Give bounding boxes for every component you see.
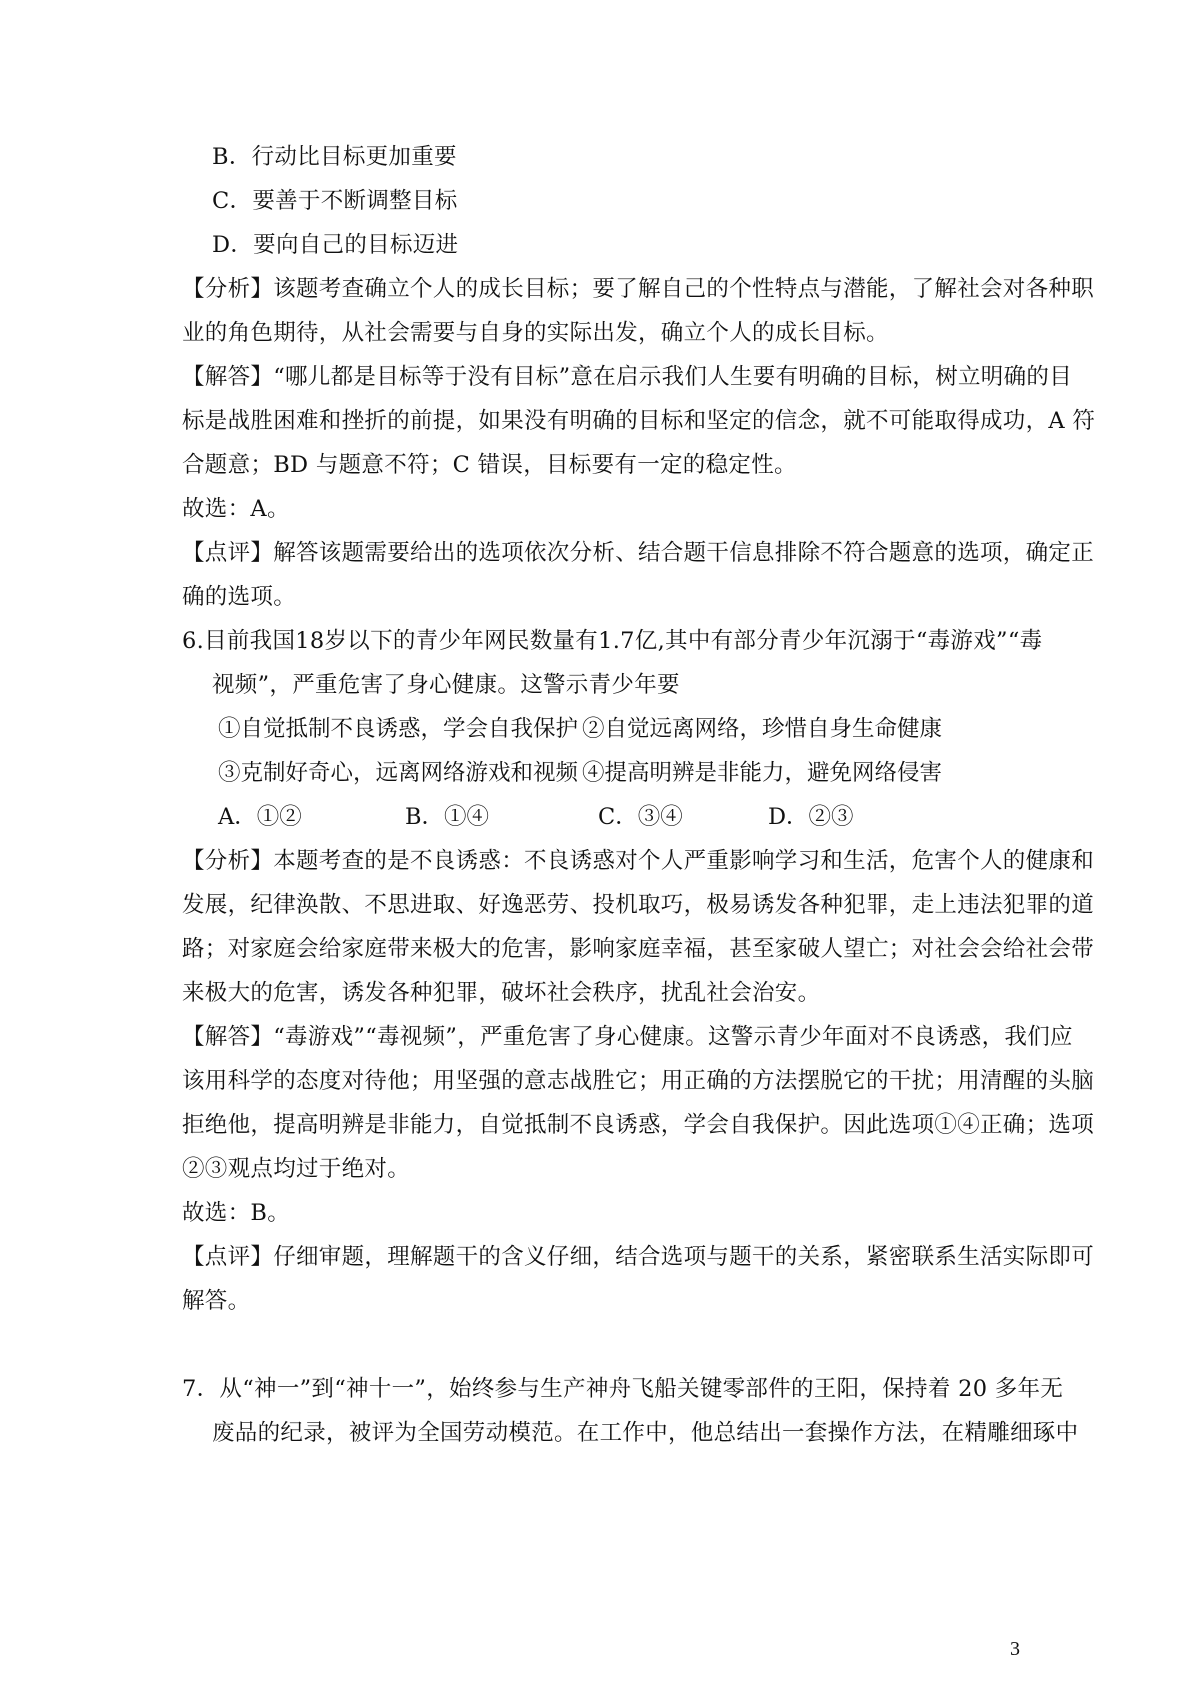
q6-analysis-line: 【分析】本题考查的是不良诱惑：不良诱惑对个人严重影响学习和生活，危害个人的健康和 [182,848,1095,874]
q5-option-d: D．要向自己的目标迈进 [212,232,459,258]
q6-answer-line: 【解答】“毒游戏”“毒视频”，严重危害了身心健康。这警示青少年面对不良诱惑，我们应 [182,1024,1073,1050]
q5-choice: 故选：A。 [182,496,290,522]
q5-option-b: B．行动比目标更加重要 [212,144,457,170]
q5-comment-line: 【点评】解答该题需要给出的选项依次分析、结合题干信息排除不符合题意的选项，确定正 [182,540,1095,566]
q7-stem-line: 废品的纪录，被评为全国劳动模范。在工作中，他总结出一套操作方法，在精雕细琢中 [212,1420,1079,1446]
q6-option-d: D．②③ [768,804,854,830]
q5-analysis-line: 业的角色期待，从社会需要与自身的实际出发，确立个人的成长目标。 [182,320,889,346]
q5-comment-line: 确的选项。 [182,584,297,610]
q6-item-4: ④提高明辨是非能力，避免网络侵害 [582,760,943,786]
q6-item-3: ③克制好奇心，远离网络游戏和视频 [218,760,579,786]
q5-analysis-line: 【分析】该题考查确立个人的成长目标；要了解自己的个性特点与潜能，了解社会对各种职 [182,276,1095,302]
page-number: 3 [1010,1638,1020,1660]
q6-option-a: A．①② [218,804,302,830]
q6-answer-line: 该用科学的态度对待他；用坚强的意志战胜它；用正确的方法摆脱它的干扰；用清醒的头脑 [182,1068,1095,1094]
q6-comment-line: 【点评】仔细审题，理解题干的含义仔细，结合选项与题干的关系，紧密联系生活实际即可 [182,1244,1095,1270]
q5-answer-line: 标是战胜困难和挫折的前提，如果没有明确的目标和坚定的信念，就不可能取得成功，A 符 [182,408,1096,434]
q6-analysis-line: 来极大的危害，诱发各种犯罪，破坏社会秩序，扰乱社会治安。 [182,980,821,1006]
q6-option-b: B．①④ [405,804,490,830]
q5-answer-line: 合题意；BD 与题意不符；C 错误，目标要有一定的稳定性。 [182,452,797,478]
q6-item-2: ②自觉远离网络，珍惜自身生命健康 [582,716,943,742]
q6-option-c: C．③④ [598,804,683,830]
q6-item-1: ①自觉抵制不良诱惑，学会自我保护 [218,716,579,742]
q5-option-c: C．要善于不断调整目标 [212,188,458,214]
q6-comment-line: 解答。 [182,1288,251,1314]
q6-analysis-line: 路；对家庭会给家庭带来极大的危害，影响家庭幸福，甚至家破人望亡；对社会会给社会带 [182,936,1095,962]
q5-answer-line: 【解答】“哪儿都是目标等于没有目标”意在启示我们人生要有明确的目标，树立明确的目 [182,364,1073,390]
q6-choice: 故选：B。 [182,1200,291,1226]
q6-stem-line: 6.目前我国18岁以下的青少年网民数量有1.7亿,其中有部分青少年沉溺于“毒游戏”“毒 [182,628,1043,654]
q6-answer-line: ②③观点均过于绝对。 [182,1156,411,1182]
q7-stem-line: 7．从“神一”到“神十一”，始终参与生产神舟飞船关键零部件的王阳，保持着 20 多年无 [182,1376,1064,1402]
q6-answer-line: 拒绝他，提高明辨是非能力，自觉抵制不良诱惑，学会自我保护。因此选项①④正确；选项 [182,1112,1095,1138]
q6-stem-line: 视频”，严重危害了身心健康。这警示青少年要 [212,672,680,698]
q6-analysis-line: 发展，纪律涣散、不思进取、好逸恶劳、投机取巧，极易诱发各种犯罪，走上违法犯罪的道 [182,892,1095,918]
